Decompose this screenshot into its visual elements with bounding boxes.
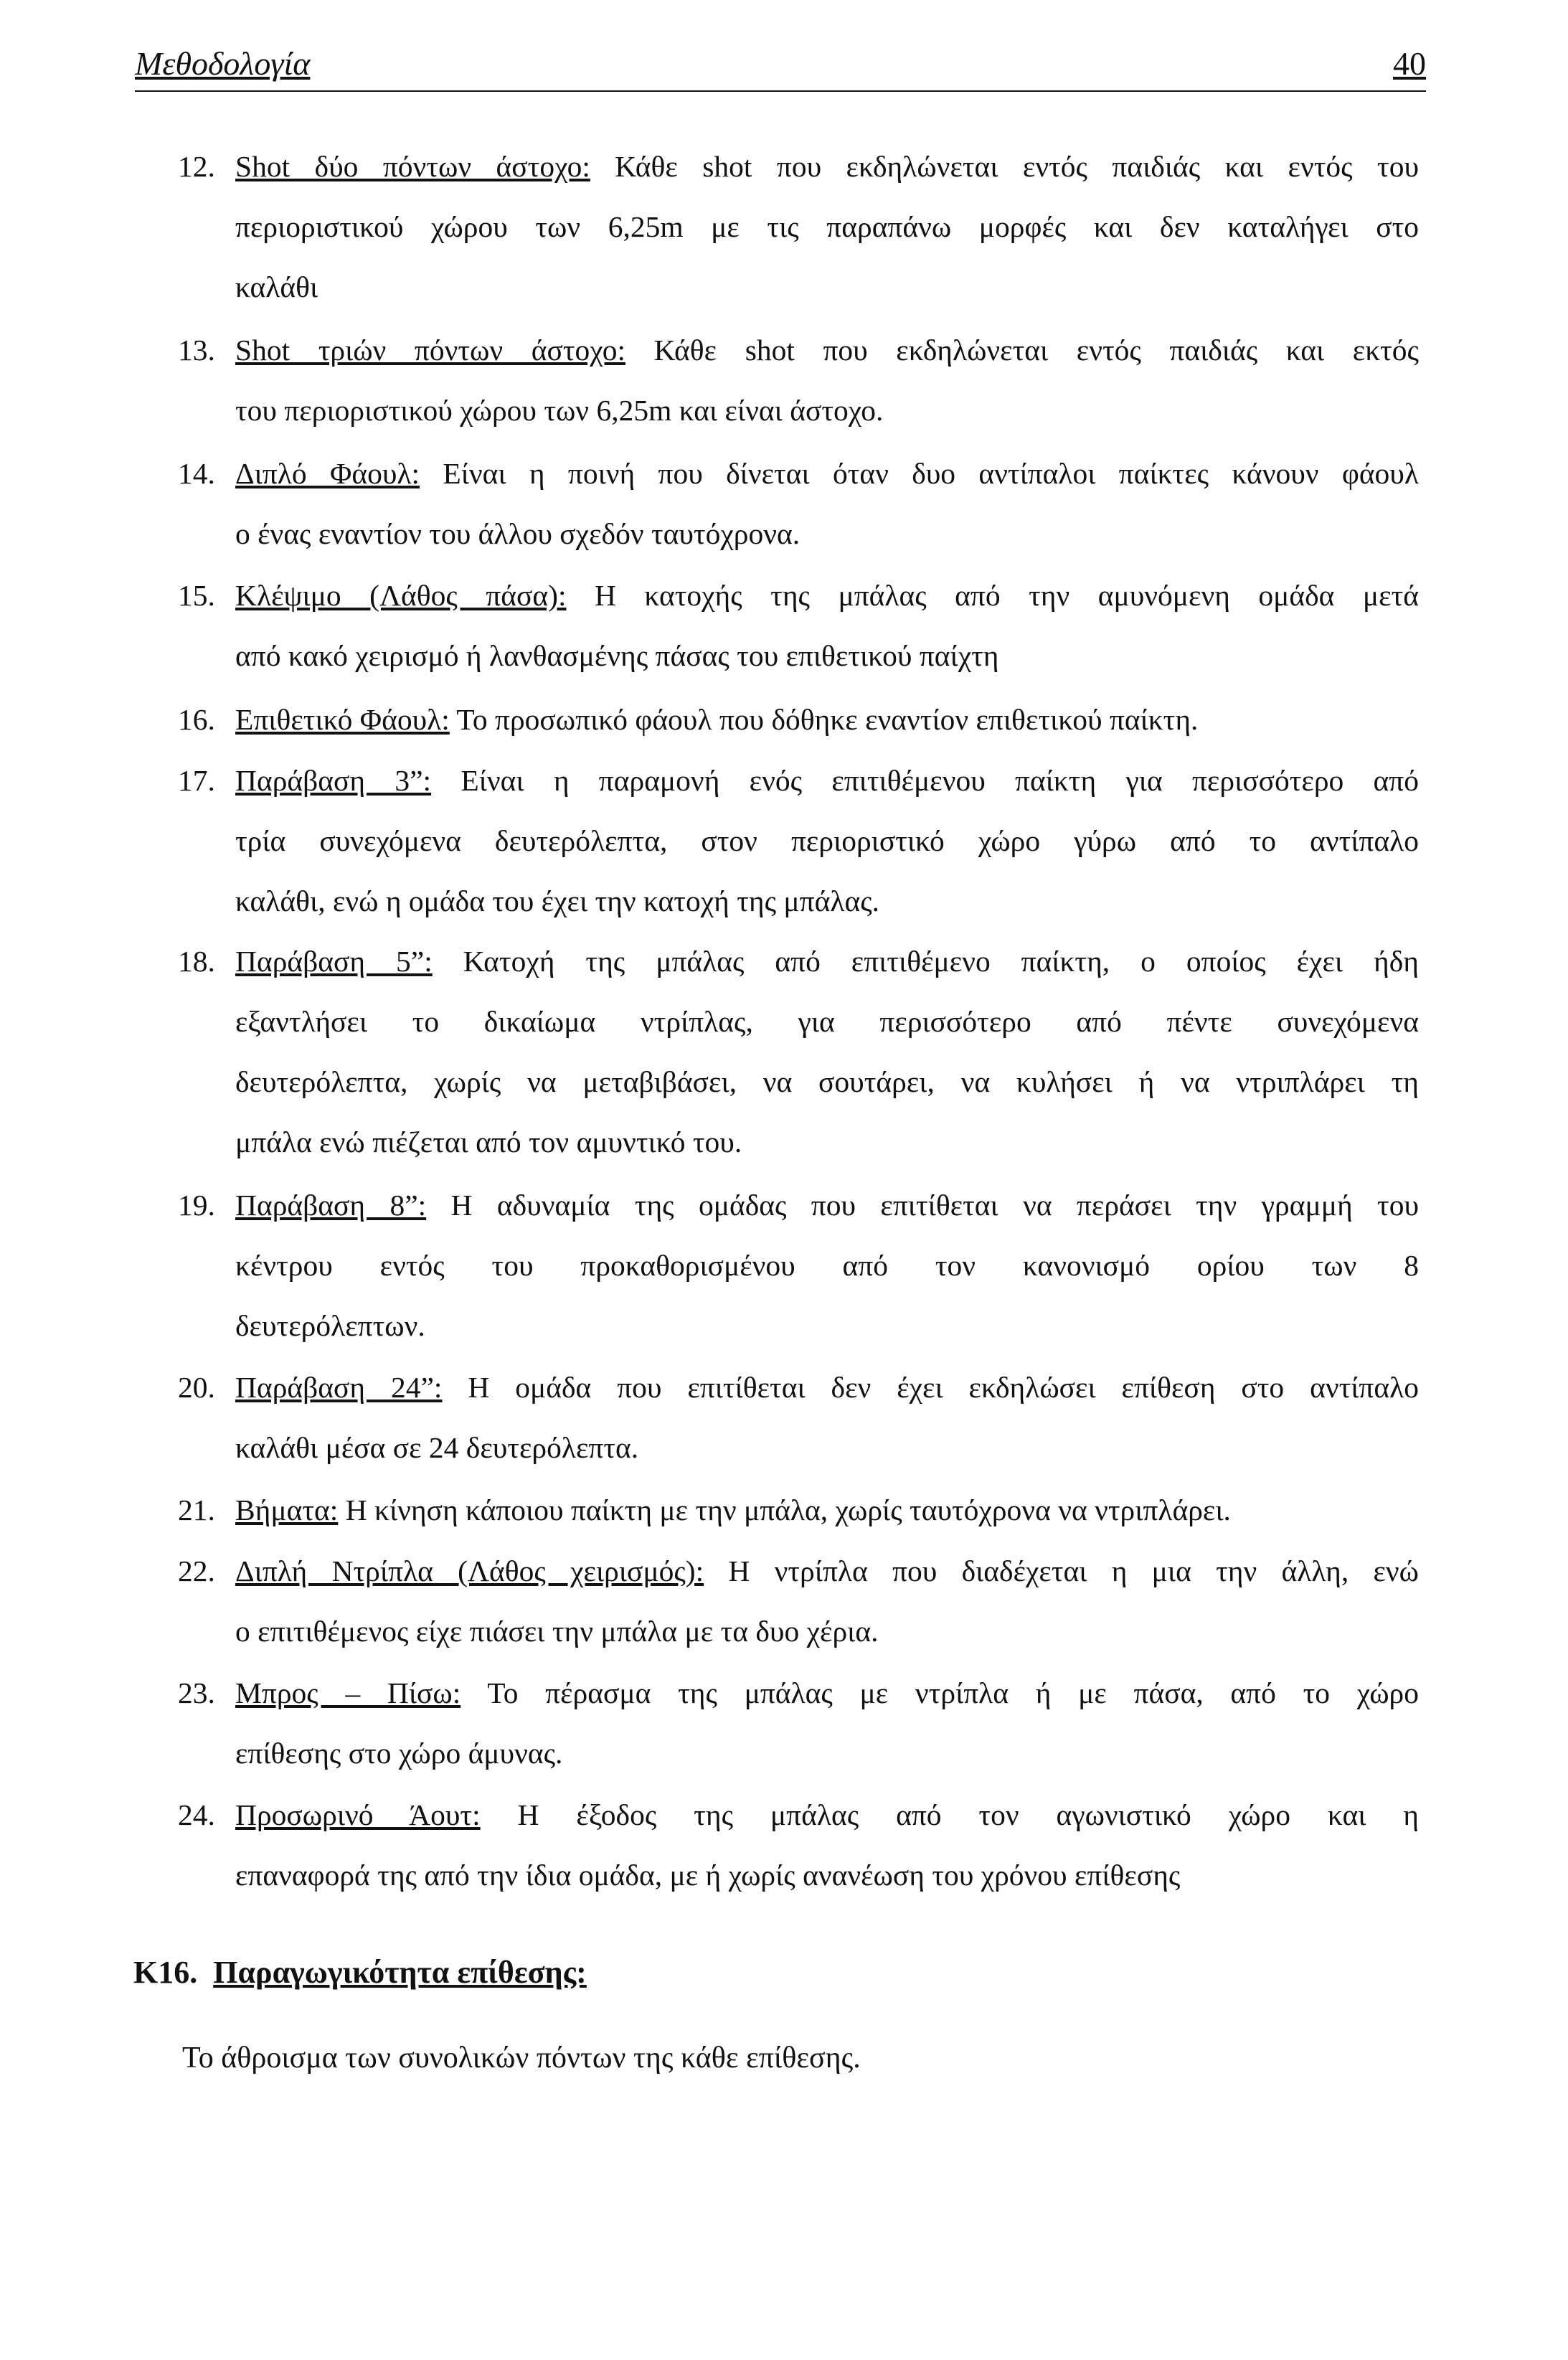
item-line: καλάθι μέσα σε 24 δευτερόλεπτα.: [235, 1431, 639, 1464]
item-term: Επιθετικό Φάουλ:: [235, 703, 450, 736]
item-line: επίθεσης στο χώρο άμυνας.: [235, 1737, 563, 1770]
list-item: [178, 1357, 1419, 1478]
item-term: Παράβαση 5”:: [235, 945, 433, 978]
item-line: καλάθι, ενώ η ομάδα του έχει την κατοχή της μπάλας.: [235, 884, 880, 917]
item-term: Κλέψιμο (Λάθος πάσα):: [235, 579, 567, 612]
item-term: Βήματα:: [235, 1493, 339, 1526]
item-line: [178, 1480, 1419, 1540]
item-line: [178, 1357, 1419, 1417]
item-text: Το προσωπικό φάουλ που δόθηκε εναντίον επιθετικού παίκτη.: [449, 703, 1199, 736]
item-line: [178, 750, 1419, 811]
item-number: 18.: [178, 945, 215, 978]
page-number: 40: [1393, 45, 1426, 82]
item-text: Η ντρίπλα που διαδέχεται η μια την άλλη, ενώ: [704, 1554, 1419, 1587]
item-line: του περιοριστικού χώρου των 6,25m και είναι άστοχο.: [235, 394, 884, 427]
section-body: Το άθροισμα των συνολικών πόντων της κάθε επίθεσης.: [182, 2042, 861, 2075]
item-line: δευτερόλεπτων.: [235, 1309, 425, 1342]
section-heading: [133, 1954, 587, 1991]
item-text: Η αδυναμία της ομάδας που επιτίθεται να περάσει την γραμμή του: [426, 1189, 1419, 1222]
list-item: [178, 1541, 1419, 1661]
item-line: [178, 1175, 1419, 1235]
item-line: [178, 443, 1419, 504]
item-term: Μπρος – Πίσω:: [235, 1676, 461, 1709]
list-item: [178, 136, 1419, 317]
item-line: [178, 1541, 1419, 1601]
list-item: [178, 1663, 1419, 1783]
item-text: Το πέρασμα της μπάλας με ντρίπλα ή με πάσα, από το χώρο: [461, 1676, 1419, 1709]
item-term: Παράβαση 24”:: [235, 1371, 443, 1404]
item-term: Διπλή Ντρίπλα (Λάθος χειρισμός):: [235, 1554, 704, 1587]
item-text: Η ομάδα που επιτίθεται δεν έχει εκδηλώσει επίθεση στο αντίπαλο: [442, 1371, 1420, 1404]
section-code: K16.: [133, 1955, 198, 1990]
list-item: [178, 931, 1419, 1172]
item-line: ο ένας εναντίον του άλλου σχεδόν ταυτόχρονα.: [235, 517, 800, 550]
item-term: Προσωρινό Άουτ:: [235, 1798, 481, 1831]
item-number: 21.: [178, 1493, 215, 1526]
item-number: 22.: [178, 1554, 215, 1587]
item-text: Η κίνηση κάποιου παίκτη με την μπάλα, χωρίς ταυτόχρονα να ντριπλάρει.: [338, 1493, 1231, 1526]
item-line: [178, 320, 1419, 380]
item-number: 19.: [178, 1189, 215, 1222]
item-number: 20.: [178, 1371, 215, 1404]
item-line: μπάλα ενώ πιέζεται από τον αμυντικό του.: [235, 1125, 742, 1158]
item-number: 12.: [178, 150, 215, 183]
item-line: από κακό χειρισμό ή λανθασμένης πάσας του επιθετικού παίχτη: [235, 639, 999, 672]
item-number: 17.: [178, 764, 215, 797]
page-header: [135, 42, 1426, 92]
item-line: περιοριστικού χώρου των 6,25m με τις παραπάνω μορφές και δεν καταλήγει στο: [235, 210, 1419, 243]
item-text: Είναι η παραμονή ενός επιτιθέμενου παίκτη για περισσότερο από: [431, 764, 1420, 797]
item-line: κέντρου εντός του προκαθορισμένου από τον κανονισμό ορίου των 8: [235, 1249, 1419, 1282]
item-term: Shot δύο πόντων άστοχο:: [235, 150, 590, 183]
item-text: Κάθε shot που εκδηλώνεται εντός παιδιάς και εντός του: [590, 150, 1419, 183]
item-term: Διπλό Φάουλ:: [235, 457, 420, 490]
list-item: [178, 565, 1419, 686]
item-number: 13.: [178, 334, 215, 367]
list-item: [178, 1175, 1419, 1356]
item-line: τρία συνεχόμενα δευτερόλεπτα, στον περιοριστικό χώρο γύρω από το αντίπαλο: [235, 824, 1419, 857]
item-number: 23.: [178, 1676, 215, 1709]
list-item: [178, 689, 1419, 750]
item-text: Είναι η ποινή που δίνεται όταν δυο αντίπαλοι παίκτες κάνουν φάουλ: [420, 457, 1419, 490]
item-line: επαναφορά της από την ίδια ομάδα, με ή χωρίς ανανέωση του χρόνου επίθεσης: [235, 1859, 1181, 1892]
item-line: [178, 1785, 1419, 1845]
item-line: ο επιτιθέμενος είχε πιάσει την μπάλα με τα δυο χέρια.: [235, 1615, 879, 1648]
item-text: Η κατοχής της μπάλας από την αμυνόμενη ομάδα μετά: [566, 579, 1419, 612]
item-text: Η έξοδος της μπάλας από τον αγωνιστικό χώρο και η: [480, 1798, 1419, 1831]
list-item: [178, 443, 1419, 564]
item-line: [178, 136, 1419, 197]
item-line: [178, 565, 1419, 626]
item-line: καλάθι: [235, 270, 318, 303]
item-number: 14.: [178, 457, 215, 490]
item-term: Shot τριών πόντων άστοχο:: [235, 334, 626, 367]
item-line: [178, 1663, 1419, 1723]
item-number: 15.: [178, 579, 215, 612]
item-line: [178, 689, 1419, 750]
item-number: 24.: [178, 1798, 215, 1831]
header-title: Μεθοδολογία: [135, 45, 311, 82]
list-item: [178, 320, 1419, 440]
list-item: [178, 750, 1419, 931]
item-text: Κάθε shot που εκδηλώνεται εντός παιδιάς και εκτός: [625, 334, 1419, 367]
item-term: Παράβαση 3”:: [235, 764, 432, 797]
item-line: εξαντλήσει το δικαίωμα ντρίπλας, για περισσότερο από πέντε συνεχόμενα: [235, 1005, 1419, 1038]
item-term: Παράβαση 8”:: [235, 1189, 427, 1222]
item-text: Κατοχή της μπάλας από επιτιθέμενο παίκτη, ο οποίος έχει ήδη: [432, 945, 1419, 978]
item-line: δευτερόλεπτα, χωρίς να μεταβιβάσει, να σουτάρει, να κυλήσει ή να ντριπλάρει τη: [235, 1065, 1419, 1098]
section-title: Παραγωγικότητα επίθεσης:: [213, 1955, 587, 1990]
item-number: 16.: [178, 703, 215, 736]
list-item: [178, 1785, 1419, 1905]
item-line: [178, 931, 1419, 991]
list-item: [178, 1480, 1419, 1540]
